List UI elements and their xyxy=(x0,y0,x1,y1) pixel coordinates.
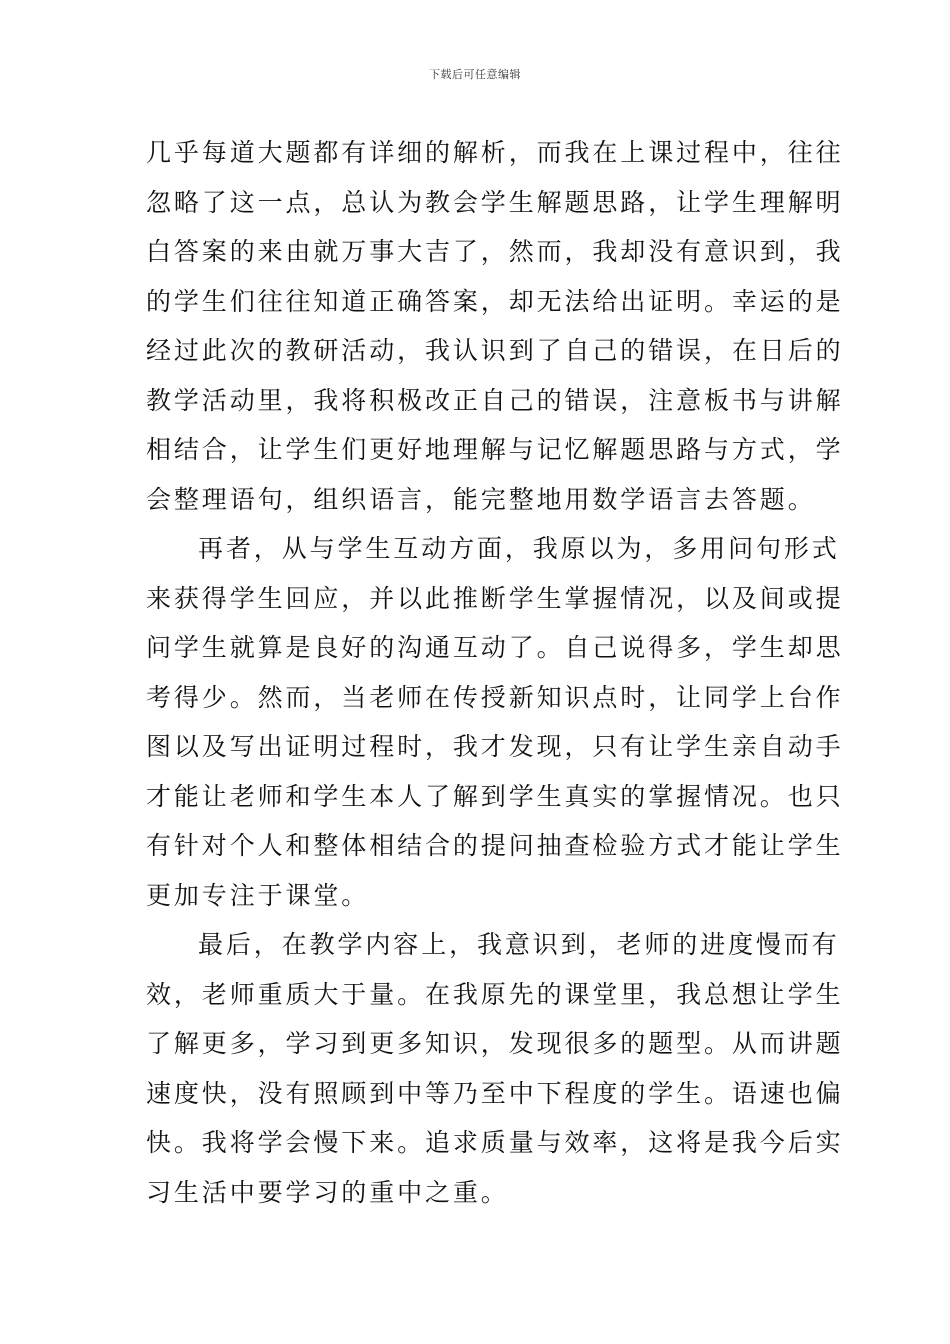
text-line: 更加专注于课堂。 xyxy=(146,880,370,910)
text-line: 相结合，让学生们更好地理解与记忆解题思路与方式，学 xyxy=(146,435,844,464)
text-line: 考得少。然而，当老师在传授新知识点时，让同学上台作 xyxy=(146,682,844,712)
text-line: 会整理语句，组织语言，能完整地用数学语言去答题。 xyxy=(146,484,816,514)
text-line: 图以及写出证明过程时，我才发现，只有让学生亲自动手 xyxy=(146,732,844,761)
text-line: 才能让老师和学生本人了解到学生真实的掌握情况。也只 xyxy=(146,781,844,811)
page-header: 下载后可任意编辑 xyxy=(429,68,521,81)
text-line: 习生活中要学习的重中之重。 xyxy=(146,1177,509,1207)
text-line: 几乎每道大题都有详细的解析，而我在上课过程中，往往 xyxy=(146,138,844,167)
text-line: 的学生们往往知道正确答案，却无法给出证明。幸运的是 xyxy=(146,286,844,316)
text-line: 忽略了这一点，总认为教会学生解题思路，让学生理解明 xyxy=(146,187,844,217)
text-line: 白答案的来由就万事大吉了，然而，我却没有意识到，我 xyxy=(146,237,844,266)
paragraph-first-line: 最后，在教学内容上，我意识到，老师的进度慢而有 xyxy=(198,930,840,959)
document-body xyxy=(146,128,844,1217)
text-line: 问学生就算是良好的沟通互动了。自己说得多，学生却思 xyxy=(146,633,844,662)
text-line: 速度快，没有照顾到中等乃至中下程度的学生。语速也偏 xyxy=(146,1078,844,1108)
text-line: 有针对个人和整体相结合的提问抽查检验方式才能让学生 xyxy=(146,831,844,860)
text-line: 快。我将学会慢下来。追求质量与效率，这将是我今后实 xyxy=(146,1128,844,1157)
text-line: 教学活动里，我将积极改正自己的错误，注意板书与讲解 xyxy=(146,385,844,415)
text-line: 效，老师重质大于量。在我原先的课堂里，我总想让学生 xyxy=(146,979,844,1009)
text-line: 经过此次的教研活动，我认识到了自己的错误，在日后的 xyxy=(146,336,844,365)
text-line: 来获得学生回应，并以此推断学生掌握情况，以及间或提 xyxy=(146,583,844,613)
paragraph-first-line: 再者，从与学生互动方面，我原以为，多用问句形式 xyxy=(198,534,840,563)
text-line: 了解更多，学习到更多知识，发现很多的题型。从而讲题 xyxy=(146,1029,844,1058)
